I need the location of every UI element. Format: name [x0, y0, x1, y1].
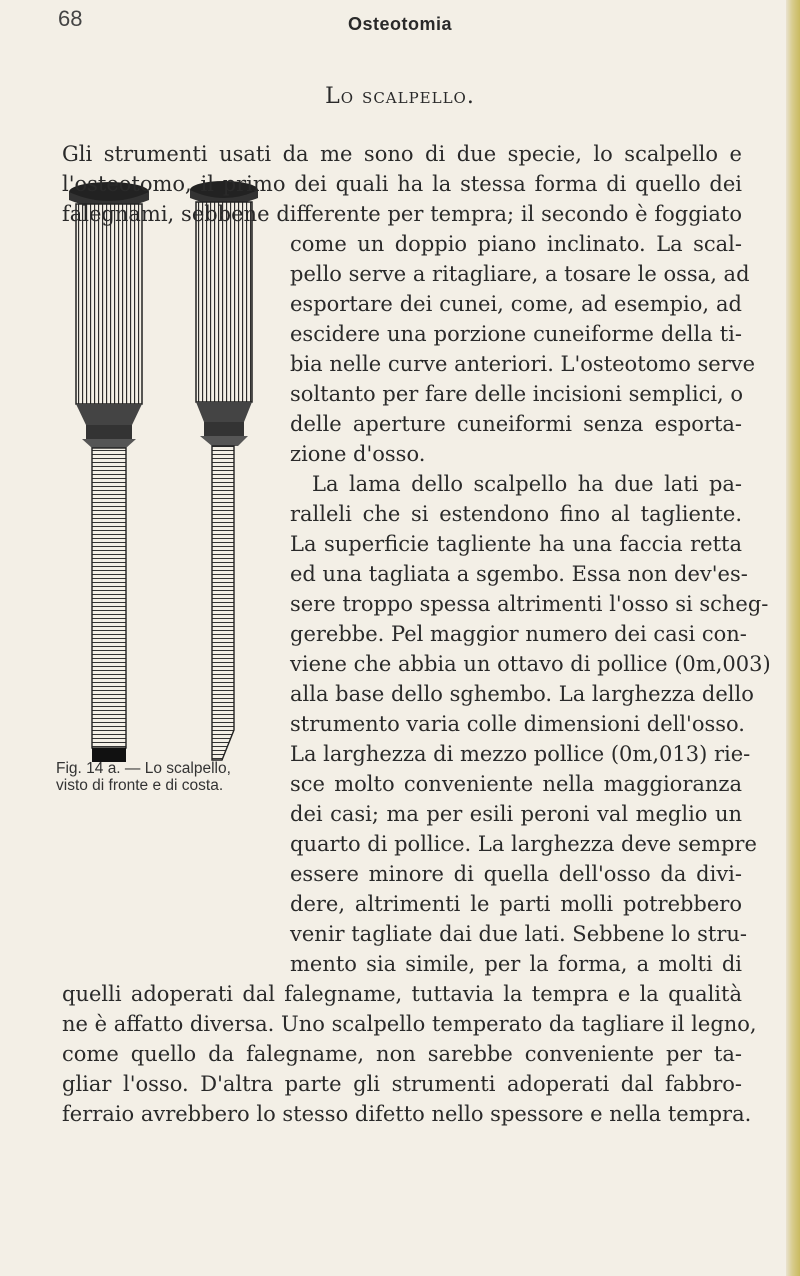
text-line: La superficie tagliente ha una faccia retta	[290, 532, 742, 556]
text-line: ne è affatto diversa. Uno scalpello temperato da tagliare il legno,	[62, 1012, 757, 1036]
text-line: gerebbe. Pel maggior numero dei casi con-	[290, 622, 747, 646]
text-line: gliar l'osso. D'altra parte gli strumenti adoperati dal fabbro-	[62, 1072, 742, 1096]
text-line: dere, altrimenti le parti molli potrebbero	[290, 892, 742, 916]
text-line: viene che abbia un ottavo di pollice (0m,003)	[290, 652, 771, 676]
text-line: quarto di pollice. La larghezza deve sempre	[290, 832, 757, 856]
chisel-illustration	[62, 170, 262, 790]
text-line: pello serve a ritagliare, a tosare le ossa, ad	[290, 262, 750, 286]
text-line: Gli strumenti usati da me sono di due specie, lo scalpello e	[62, 142, 742, 166]
text-line: ferraio avrebbero lo stesso difetto nello spessore e nella tempra.	[62, 1102, 752, 1126]
chisel-front-view	[69, 182, 149, 762]
text-line: delle aperture cuneiformi senza esporta-	[290, 412, 742, 436]
text-line: zione d'osso.	[290, 442, 426, 466]
text-line: dei casi; ma per esili peroni val meglio un	[290, 802, 742, 826]
text-line: sce molto conveniente nella maggioranza	[290, 772, 742, 796]
figure-caption-line: Fig. 14 a. — Lo scalpello,	[56, 760, 231, 777]
text-line: La larghezza di mezzo pollice (0m,013) rie-	[290, 742, 751, 766]
text-line: alla base dello sghembo. La larghezza dello	[290, 682, 754, 706]
page-edge	[786, 0, 800, 1276]
text-line: strumento varia colle dimensioni dell'osso.	[290, 712, 745, 736]
text-line: venir tagliate dai due lati. Sebbene lo stru-	[290, 922, 747, 946]
text-line: essere minore di quella dell'osso da divi-	[290, 862, 742, 886]
page-number: 68	[58, 6, 83, 31]
text-line: mento sia simile, per la forma, a molti di	[290, 952, 742, 976]
text-line: ed una tagliata a sgembo. Essa non dev'es-	[290, 562, 748, 586]
text-line: come un doppio piano inclinato. La scal-	[290, 232, 742, 256]
text-line: falegnami, sebbene differente per tempra; il secondo è foggiato	[62, 202, 742, 226]
text-line: esportare dei cunei, come, ad esempio, ad	[290, 292, 742, 316]
text-line: l'osteotomo, il primo dei quali ha la stessa forma di quello dei	[62, 172, 742, 196]
running-head: Osteotomia	[347, 14, 453, 34]
text-line: quelli adoperati dal falegname, tuttavia la tempra e la qualità	[62, 982, 742, 1006]
figure-caption-line: visto di fronte e di costa.	[56, 777, 224, 794]
text-line: bia nelle curve anteriori. L'osteotomo serve	[290, 352, 756, 376]
text-line: La lama dello scalpello ha due lati pa-	[312, 472, 742, 496]
text-line: sere troppo spessa altrimenti l'osso si scheg-	[290, 592, 769, 616]
section-title: Lo scalpello.	[325, 84, 475, 109]
chisel-side-view	[190, 181, 258, 760]
text-line: ralleli che si estendono fino al tagliente.	[290, 502, 742, 526]
text-line: soltanto per fare delle incisioni semplici, o	[290, 382, 744, 406]
text-line: escidere una porzione cuneiforme della ti-	[290, 322, 742, 346]
figure-caption	[56, 760, 268, 794]
text-line: come quello da falegname, non sarebbe conveniente per ta-	[62, 1042, 742, 1066]
